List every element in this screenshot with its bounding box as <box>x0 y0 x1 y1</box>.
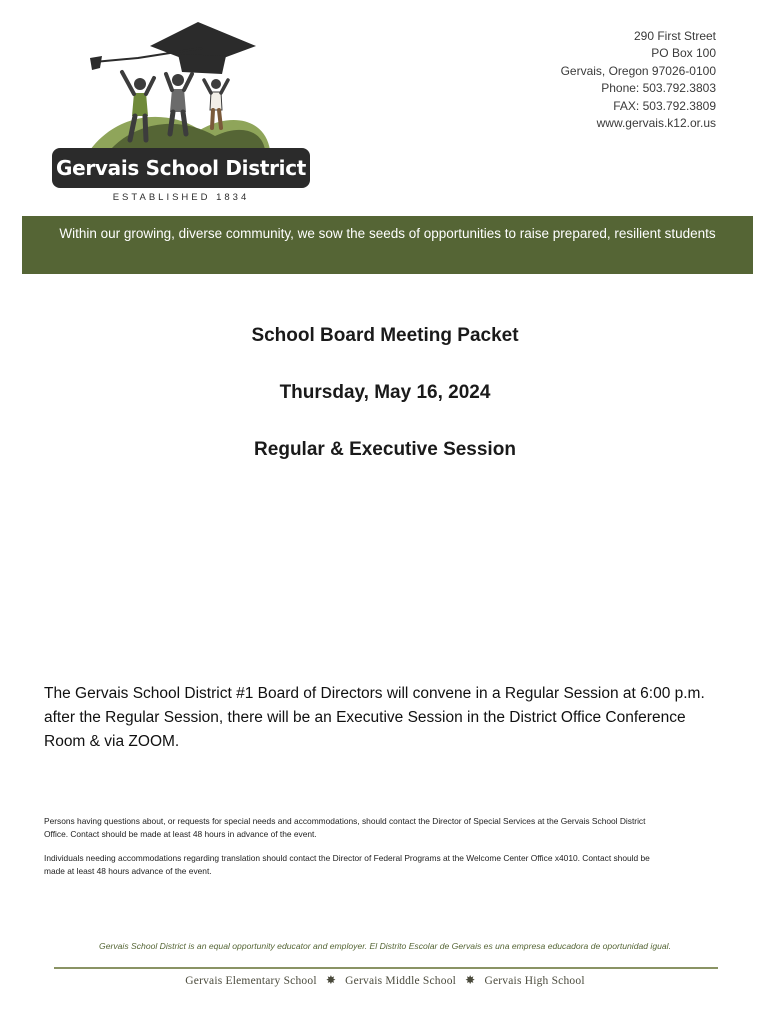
separator-star-icon: ✸ <box>325 973 337 987</box>
notice-line: made at least 48 hours advance of the event. <box>44 866 212 876</box>
school-high: Gervais High School <box>484 975 585 987</box>
mission-text: Within our growing, diverse community, we sow the seeds of opportunities to raise prepared, resilient students <box>59 226 716 241</box>
notice-line: Individuals needing accommodations regarding translation should contact the Director of Federal Programs at the Welcome Center Office x4010. Contact should be <box>44 853 650 863</box>
separator-star-icon: ✸ <box>465 973 476 987</box>
logo-established: ESTABLISHED 1834 <box>112 192 250 203</box>
footer-divider <box>54 967 718 969</box>
meeting-description-line: after the Regular Session, there will be an Executive Session in the District Office Conference <box>44 709 686 726</box>
address-phone: Phone: 503.792.3803 <box>601 81 716 96</box>
school-elementary: Gervais Elementary School <box>185 975 317 987</box>
session-type: Regular & Executive Session <box>254 439 516 460</box>
meeting-description <box>44 682 734 754</box>
meeting-description-line: Room & via ZOOM. <box>44 733 180 750</box>
address-block <box>561 28 716 132</box>
district-logo <box>50 18 320 213</box>
schools-list <box>0 973 770 988</box>
notice-line: Office. Contact should be made at least 48 hours in advance of the event. <box>44 829 317 839</box>
address-street: 290 First Street <box>633 29 716 43</box>
school-middle: Gervais Middle School <box>345 975 457 987</box>
logo-district-name: Gervais School District <box>55 156 307 180</box>
translation-notice <box>44 852 734 878</box>
equal-opportunity-statement: Gervais School District is an equal opportunity educator and employer. El Distrito Escolar de Gervais es una empresa educadora de oportunidad igual. <box>99 941 671 951</box>
mission-banner <box>22 216 753 274</box>
address-website[interactable]: www.gervais.k12.or.us <box>596 116 716 131</box>
notice-line: Persons having questions about, or requests for special needs and accommodations, should contact the Director of Special Services at the Gervais School District <box>44 816 646 826</box>
address-city: Gervais, Oregon 97026-0100 <box>560 63 716 78</box>
meeting-description-line: The Gervais School District #1 Board of Directors will convene in a Regular Session at 6:00 p.m. <box>44 685 705 702</box>
meeting-date: Thursday, May 16, 2024 <box>279 382 491 403</box>
address-fax: FAX: 503.792.3809 <box>613 98 716 113</box>
packet-title: School Board Meeting Packet <box>251 325 519 346</box>
special-needs-notice <box>44 815 734 841</box>
address-po-box: PO Box 100 <box>651 46 716 61</box>
